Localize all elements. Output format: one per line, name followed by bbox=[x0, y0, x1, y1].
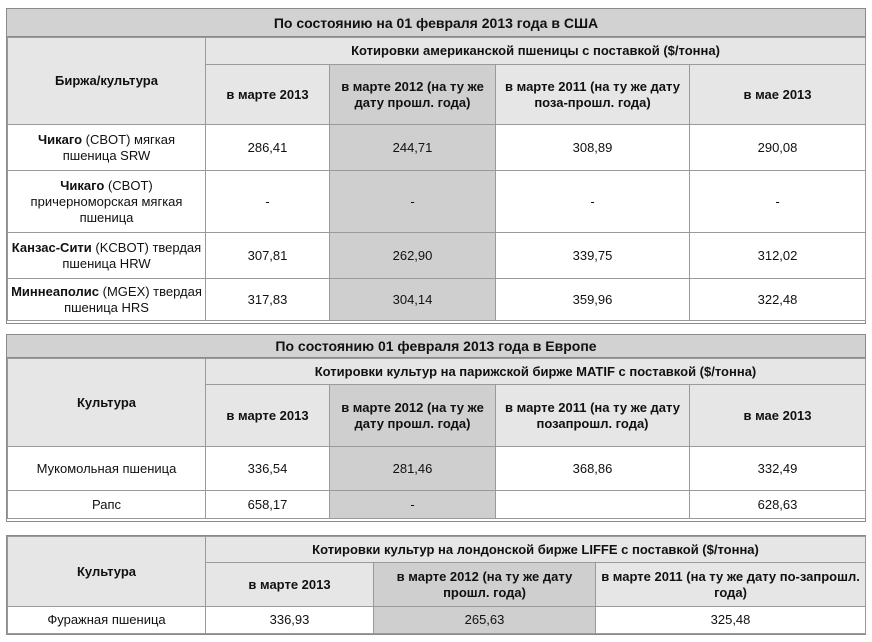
row-label: Рапс bbox=[8, 491, 206, 519]
usa-table bbox=[7, 37, 866, 321]
cell-value: - bbox=[206, 171, 330, 233]
cell-value: 307,81 bbox=[206, 233, 330, 279]
cell-value: 658,17 bbox=[206, 491, 330, 519]
europe-col-label: Культура bbox=[8, 359, 206, 447]
cell-value: 290,08 bbox=[690, 125, 866, 171]
row-label-rest: (MGEX) твердая пшеница HRS bbox=[64, 283, 202, 315]
cell-value: 359,96 bbox=[496, 279, 690, 321]
row-label-rest: (CBOT) мягкая пшеница SRW bbox=[62, 131, 175, 163]
europe-title: По состоянию 01 февраля 2013 года в Европе bbox=[7, 335, 865, 358]
cell-value: 628,63 bbox=[690, 491, 866, 519]
europe-col-header: в марте 2011 (на ту же дату позапрошл. года) bbox=[496, 385, 690, 447]
cell-value: - bbox=[690, 171, 866, 233]
row-label bbox=[8, 233, 206, 279]
row-label-rest: (CBOT) причерноморская мягкая пшеница bbox=[30, 177, 183, 225]
row-label bbox=[8, 279, 206, 321]
table-row bbox=[8, 491, 866, 519]
row-label bbox=[8, 171, 206, 233]
cell-value: 286,41 bbox=[206, 125, 330, 171]
table-row bbox=[8, 607, 866, 634]
europe-group-header: Котировки культур на парижской бирже MATIF с поставкой ($/тонна) bbox=[206, 359, 866, 385]
cell-value: - bbox=[330, 491, 496, 519]
london-col-header: в марте 2012 (на ту же дату прошл. года) bbox=[374, 563, 596, 607]
cell-value: 308,89 bbox=[496, 125, 690, 171]
europe-col-header: в мае 2013 bbox=[690, 385, 866, 447]
usa-title: По состоянию на 01 февраля 2013 года в США bbox=[7, 9, 865, 37]
table-row bbox=[8, 171, 866, 233]
cell-value: 322,48 bbox=[690, 279, 866, 321]
cell-value: 312,02 bbox=[690, 233, 866, 279]
cell-value: 332,49 bbox=[690, 447, 866, 491]
cell-value: 336,93 bbox=[206, 607, 374, 634]
table-row bbox=[8, 233, 866, 279]
london-table bbox=[7, 536, 866, 634]
cell-value: 281,46 bbox=[330, 447, 496, 491]
row-label: Мукомольная пшеница bbox=[8, 447, 206, 491]
table-row bbox=[8, 279, 866, 321]
london-col-header: в марте 2013 bbox=[206, 563, 374, 607]
cell-value: 262,90 bbox=[330, 233, 496, 279]
exchange-name: Канзас-Сити bbox=[11, 239, 92, 255]
usa-col-header: в марте 2012 (на ту же дату прошл. года) bbox=[330, 65, 496, 125]
cell-value: - bbox=[330, 171, 496, 233]
cell-value: 244,71 bbox=[330, 125, 496, 171]
europe-section bbox=[6, 334, 866, 522]
london-section bbox=[6, 535, 866, 635]
row-label: Фуражная пшеница bbox=[8, 607, 206, 634]
cell-value: 336,54 bbox=[206, 447, 330, 491]
cell-value bbox=[496, 491, 690, 519]
table-row bbox=[8, 125, 866, 171]
exchange-name: Чикаго bbox=[37, 131, 83, 147]
table-row bbox=[8, 447, 866, 491]
exchange-name: Миннеаполис bbox=[11, 283, 100, 299]
europe-col-header: в марте 2013 bbox=[206, 385, 330, 447]
usa-col-header: в мае 2013 bbox=[690, 65, 866, 125]
cell-value: 304,14 bbox=[330, 279, 496, 321]
cell-value: 325,48 bbox=[596, 607, 866, 634]
cell-value: 317,83 bbox=[206, 279, 330, 321]
europe-table bbox=[7, 358, 866, 519]
cell-value: 339,75 bbox=[496, 233, 690, 279]
london-col-label: Культура bbox=[8, 537, 206, 607]
exchange-name: Чикаго bbox=[60, 177, 105, 193]
london-group-header: Котировки культур на лондонской бирже LIFFE с поставкой ($/тонна) bbox=[206, 537, 866, 563]
europe-col-header: в марте 2012 (на ту же дату прошл. года) bbox=[330, 385, 496, 447]
usa-col-label: Биржа/культура bbox=[8, 38, 206, 125]
cell-value: 368,86 bbox=[496, 447, 690, 491]
usa-col-header: в марте 2011 (на ту же дату поза-прошл. года) bbox=[496, 65, 690, 125]
cell-value: 265,63 bbox=[374, 607, 596, 634]
row-label-rest: (KCBOT) твердая пшеница HRW bbox=[62, 239, 202, 271]
cell-value: - bbox=[496, 171, 690, 233]
usa-group-header: Котировки американской пшеницы с поставкой ($/тонна) bbox=[206, 38, 866, 65]
usa-section bbox=[6, 8, 866, 324]
usa-col-header: в марте 2013 bbox=[206, 65, 330, 125]
row-label bbox=[8, 125, 206, 171]
london-col-header: в марте 2011 (на ту же дату по-запрошл. года) bbox=[596, 563, 866, 607]
